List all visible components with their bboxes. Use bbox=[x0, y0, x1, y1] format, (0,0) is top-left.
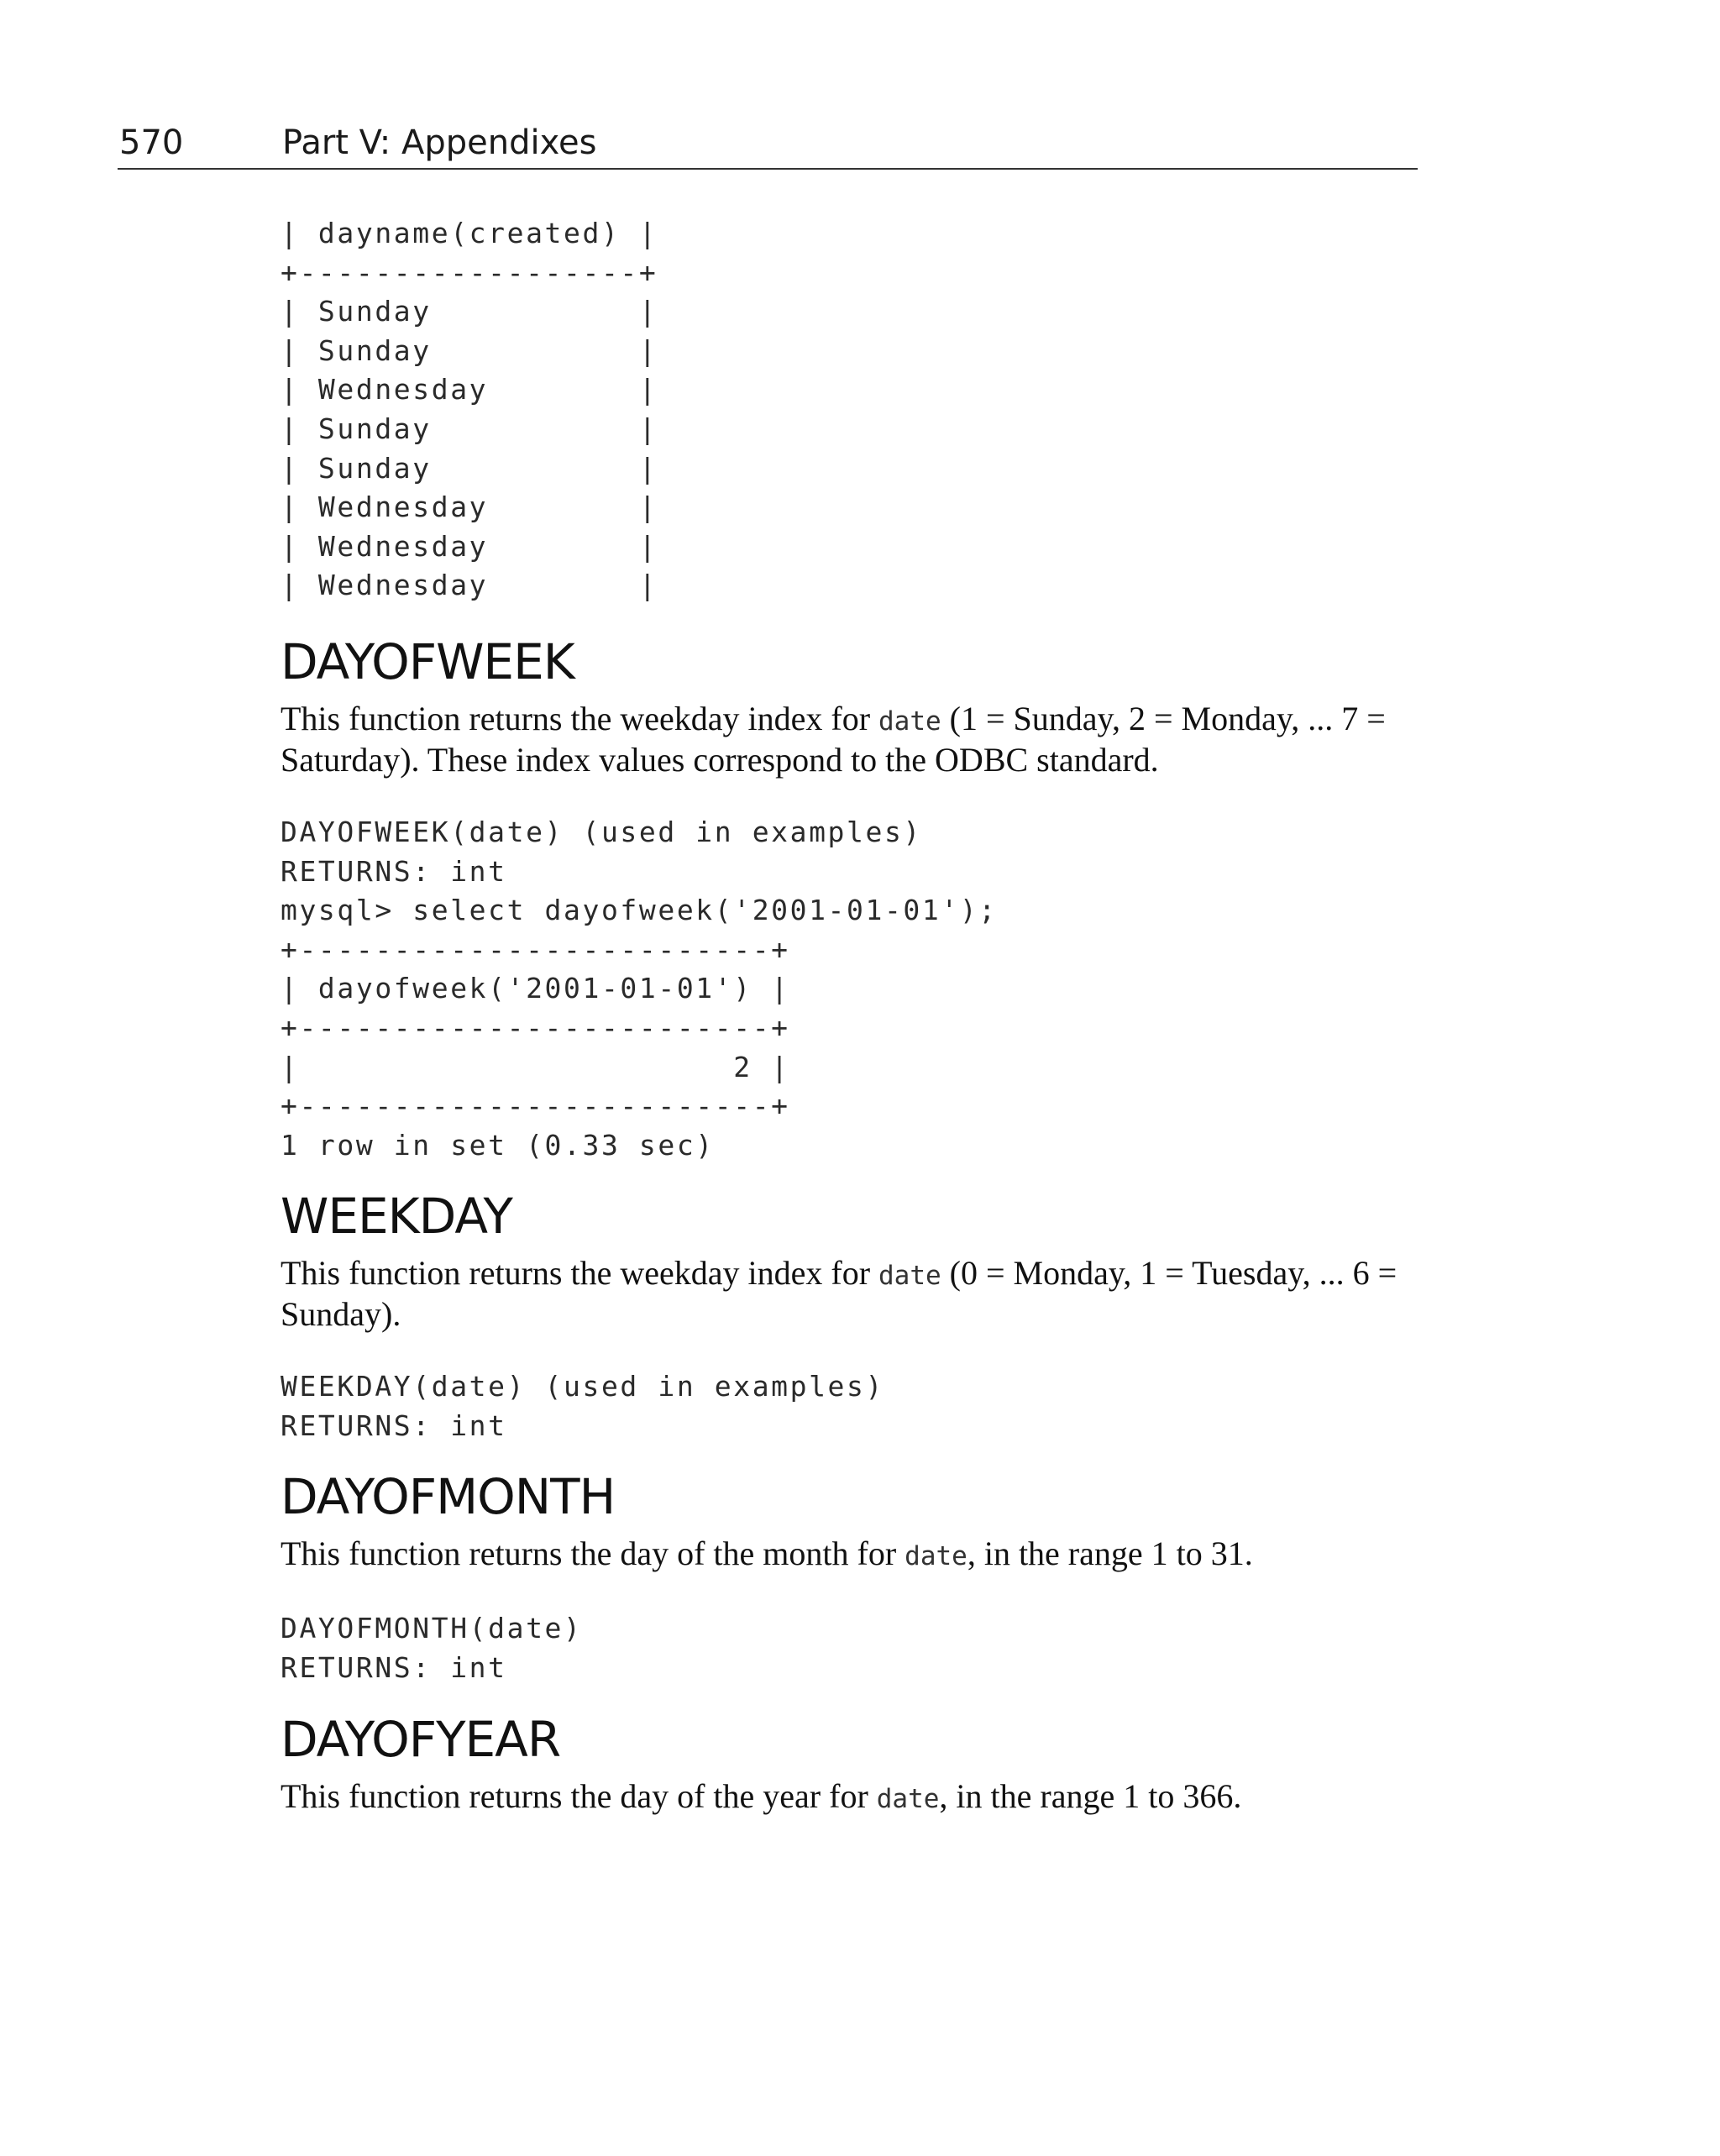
dayofweek-description bbox=[281, 700, 1423, 779]
dayname-result-table: | dayname(created) | +------------------+ | Sunday | | Sunday | | Wednesday | | Sunday | | Sunday | | Wednesday | | Wednesday | | Wednesday | bbox=[281, 217, 658, 602]
dayofyear-date-code: date bbox=[876, 1783, 940, 1814]
dayofmonth-heading: DAYOFMONTH bbox=[281, 1468, 616, 1526]
dayofyear-heading: DAYOFYEAR bbox=[281, 1710, 561, 1768]
dayofyear-description bbox=[281, 1777, 1423, 1818]
page-number: 570 bbox=[119, 123, 184, 162]
dayofweek-code-example: DAYOFWEEK(date) (used in examples) RETURNS: int mysql> select dayofweek('2001-01-01'); +-------------------------+ | dayofweek('2001-01-01') | +-------------------------+ | 2 | +-------------------------+ 1 row in set (0.33 sec) bbox=[281, 815, 998, 1162]
dayofmonth-date-code: date bbox=[905, 1541, 968, 1572]
running-header bbox=[118, 118, 1418, 170]
part-title: Part V: Appendixes bbox=[282, 123, 597, 162]
dayofweek-date-code: date bbox=[878, 706, 941, 737]
weekday-heading: WEEKDAY bbox=[281, 1188, 512, 1246]
dayofmonth-description-end: , in the range 1 to 31. bbox=[967, 1534, 1253, 1573]
dayofmonth-code-example: DAYOFMONTH(date) RETURNS: int bbox=[281, 1612, 583, 1685]
dayofweek-description-end: (1 = Sunday, 2 = Monday, ... 7 = Saturday). These index values correspond to the ODBC standard. bbox=[281, 699, 1386, 779]
dayofmonth-description bbox=[281, 1534, 1423, 1576]
weekday-description-end: (0 = Monday, 1 = Tuesday, ... 6 = Sunday). bbox=[281, 1254, 1398, 1334]
weekday-description bbox=[281, 1254, 1423, 1334]
dayofyear-description-start: This function returns the day of the year for bbox=[281, 1776, 877, 1815]
dayofweek-heading: DAYOFWEEK bbox=[281, 632, 574, 690]
dayofweek-description-start: This function returns the weekday index for bbox=[281, 699, 879, 737]
dayofmonth-description-start: This function returns the day of the month for bbox=[281, 1534, 905, 1573]
weekday-code-example: WEEKDAY(date) (used in examples) RETURNS: int bbox=[281, 1370, 884, 1442]
weekday-date-code: date bbox=[878, 1261, 941, 1292]
dayofyear-description-end: , in the range 1 to 366. bbox=[939, 1776, 1242, 1815]
page-content bbox=[281, 214, 1423, 1818]
weekday-description-start: This function returns the weekday index for bbox=[281, 1254, 879, 1293]
